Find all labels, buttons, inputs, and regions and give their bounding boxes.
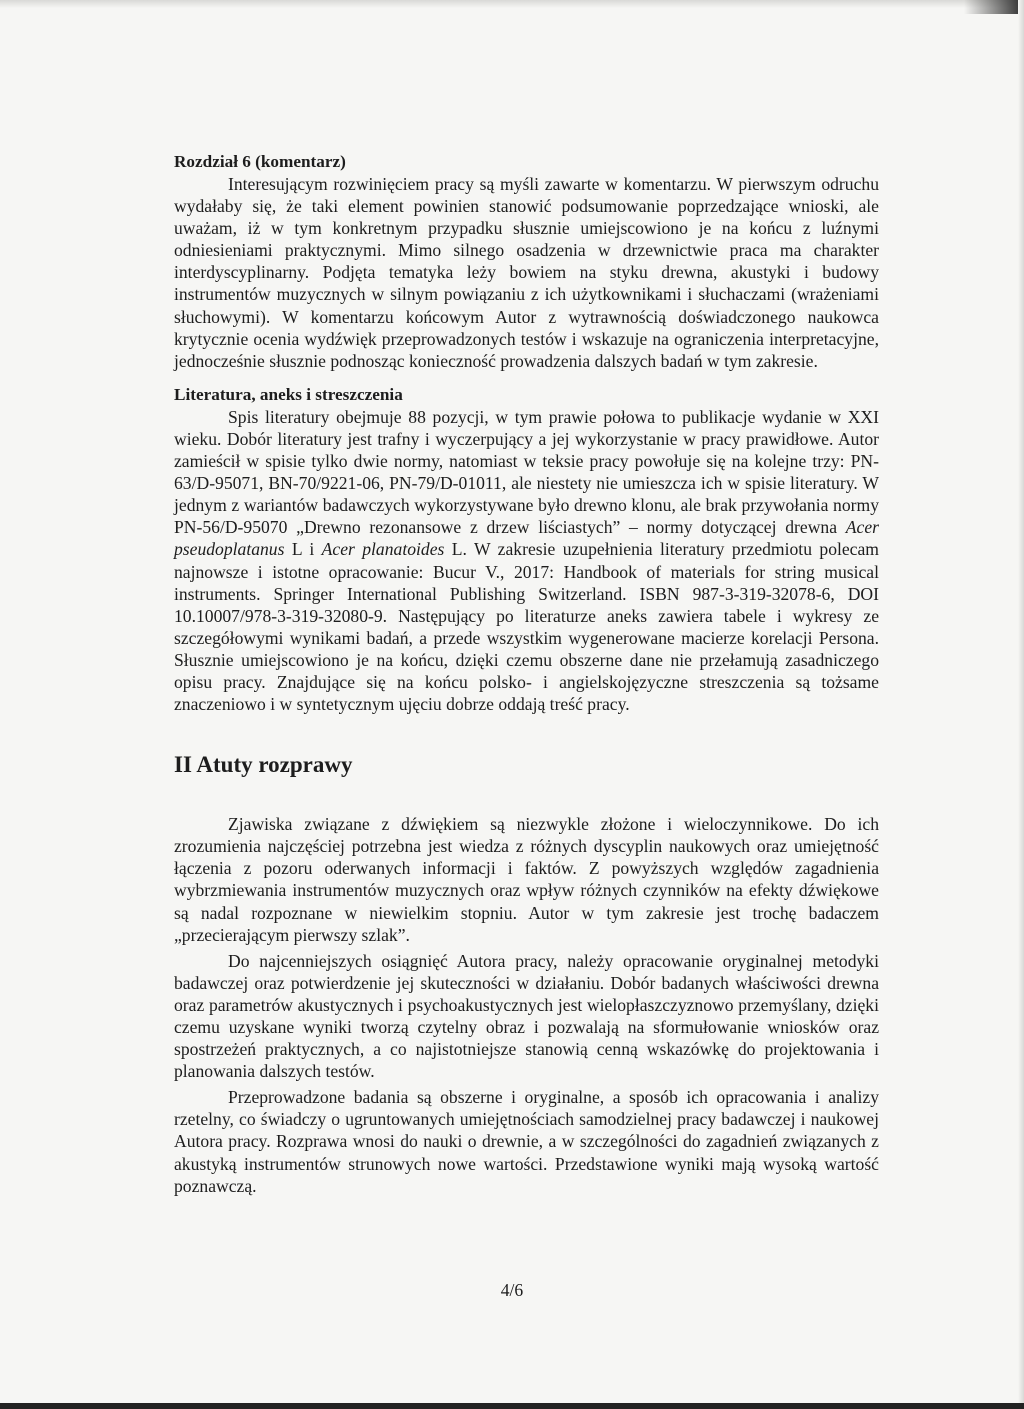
page-number: 4/6 <box>500 1280 524 1300</box>
scan-edge-bottom <box>0 1403 1024 1409</box>
paragraph-strengths-2: Do najcenniejszych osiągnięć Autora pracy, należy opracowanie oryginalnej metodyki badawczej oraz potwierdzenie jej skuteczności w działaniu. Dobór badanych właściwości drewna oraz parametrów akustycznych i psychoakustycznych jest wielopłaszczyznowo przemyślany, dzięki czemu uzyskane wyniki tworzą czytelny obraz i pozwalają na sformułowanie wniosków oraz spostrzeżeń praktycznych, a co najistotniejsze stanowią cenną wskazówkę do projektowania i planowania dalszych testów. <box>174 950 879 1082</box>
species-name-2: Acer planatoides <box>321 539 445 560</box>
paragraph-literature <box>174 406 879 715</box>
literature-text-part2: L i <box>284 539 322 560</box>
scan-corner-shadow <box>964 0 1024 14</box>
section-heading-literature: Literatura, aneks i streszczenia <box>174 384 403 404</box>
spacer <box>174 372 879 384</box>
scan-edge-top <box>0 0 1024 8</box>
section-heading-chapter6: Rozdział 6 (komentarz) <box>174 152 346 171</box>
section-title-strengths: II Atuty rozprawy <box>174 752 353 778</box>
paragraph-commentary: Interesującym rozwinięciem pracy są myśli zawarte w komentarzu. W pierwszym odruchu wydałaby się, że taki element powinien stanowić podsumowanie poprzedzające wnioski, ale uważam, iż w tym konkretnym przypadku słusznie umiejscowiono je na końcu z luźnymi odniesieniami praktycznymi. Mimo silnego osadzenia w drzewnictwie praca ma charakter interdyscyplinarny. Podjęta tematyka leży bowiem na styku drewna, akustyki i budowy instrumentów muzycznych w silnym powiązaniu z ich użytkownikami i słuchaczami (wrażeniami słuchowymi). W komentarzu końcowym Autor z wytrawnością doświadczonego naukowca krytycznie ocenia wydźwięk przeprowadzonych testów i wskazuje na ograniczenia interpretacyjne, jednocześnie słusznie podnosząc konieczność prowadzenia dalszych badań w tym zakresie. <box>174 174 879 371</box>
literature-text-part3: L. W zakresie uzupełnienia literatury przedmiotu polecam najnowsze i istotne opracowanie: Bucur V., 2017: Handbook of materials for string musical instruments. Springer International Publishing Switzerland. ISBN 987-3-319-32078-6, DOI 10.10007/978-3-319-32080-9. Następujący po literaturze aneks zawiera tabele i wykresy ze szczegółowymi wynikami badań, a przede wszystkim wygenerowane macierze korelacji Persona. Słusznie umiejscowiono je na końcu, dzięki czemu obszerne dane nie przełamują zasadniczego opisu pracy. Znajdujące się na końcu polsko- i angielskojęzyczne streszczenia są tożsame znaczeniowo i w syntetycznym ujęciu dobrze oddają treść pracy. <box>174 539 879 715</box>
paragraph-strengths-3: Przeprowadzone badania są obszerne i oryginalne, a sposób ich opracowania i analizy rzetelny, co świadczy o ugruntowanych umiejętnościach samodzielnej pracy badawczej i naukowej Autora pracy. Rozprawa wnosi do nauki o drewnie, a w szczególności do zagadnień związanych z akustyką instrumentów strunowych nowe wartości. Przedstawione wyniki mają wysoką wartość poznawczą. <box>174 1087 879 1196</box>
document-body <box>174 151 879 1197</box>
literature-text-part1: Spis literatury obejmuje 88 pozycji, w tym prawie połowa to publikacje wydanie w XXI wieku. Dobór literatury jest trafny i wyczerpujący a jej wykorzystanie w pracy prawidłowe. Autor zamieścił w spisie tylko dwie normy, natomiast w teksie pracy powołuje się na kolejne trzy: PN-63/D-95071, BN-70/9221-06, PN-79/D-01011, ale niestety nie umieszcza ich w spisie literatury. W jednym z wariantów badawczych wykorzystywane było drewno klonu, ale brak przywołania normy PN-56/D-95070 „Drewno rezonansowe z drzew liściastych” – normy dotyczącej drewna <box>174 406 879 538</box>
scan-edge-right <box>1018 0 1024 1409</box>
paragraph-strengths-1: Zjawiska związane z dźwiękiem są niezwykle złożone i wieloczynnikowe. Do ich zrozumienia najczęściej potrzebna jest wiedza z różnych dyscyplin naukowych oraz umiejętność łączenia z pozoru oderwanych informacji i faktów. Z powyższych względów zagadnienia wybrzmiewania instrumentów muzycznych oraz wpływ różnych czynników na efekty dźwiękowe są nadal rozpoznane w niewielkim stopniu. Autor w tym zakresie jest trochę badaczem „przecierającym pierwszy szlak”. <box>174 814 879 945</box>
species-name-1: Acer pseudoplatanus <box>174 517 879 560</box>
